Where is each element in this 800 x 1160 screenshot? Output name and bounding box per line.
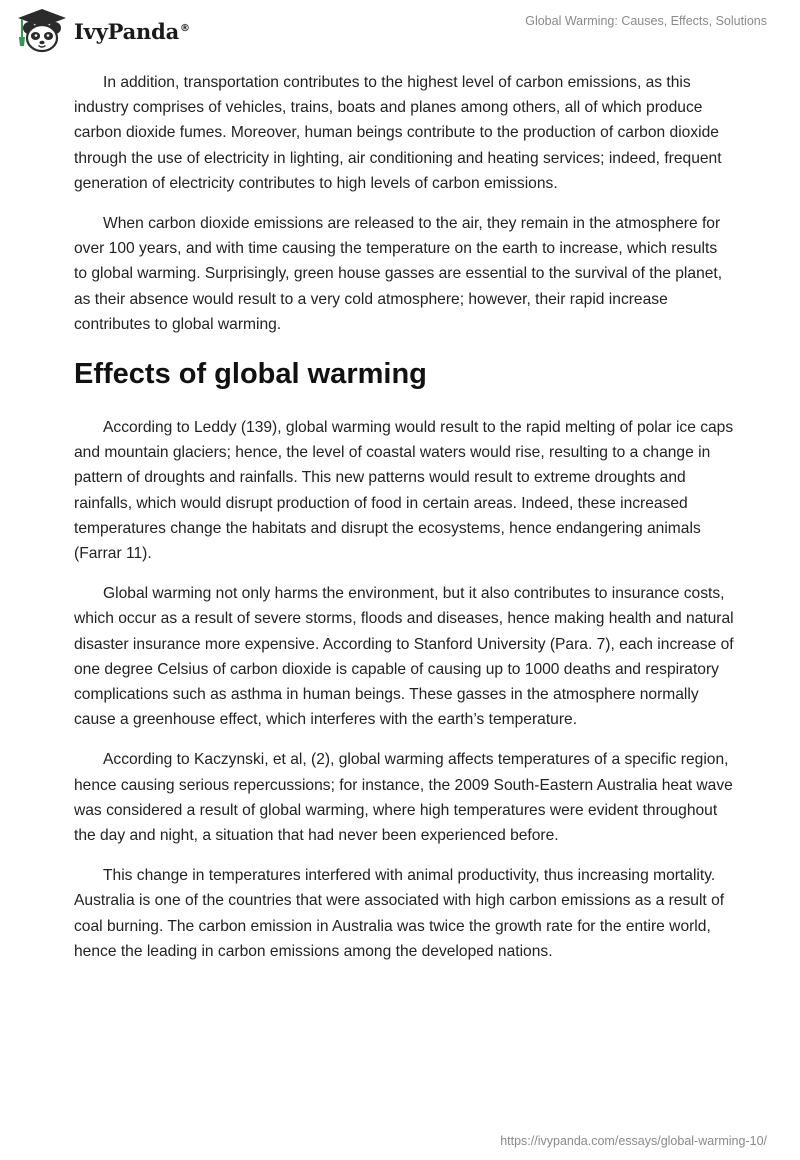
brand-name-text: IvyPanda xyxy=(74,18,180,44)
paragraph: According to Leddy (139), global warming would result to the rapid melting of polar ice caps and mountain glaciers; hence, the level of coastal waters would rise, resulting to a change in pattern of droughts and rainfalls. This new patterns would result to extreme droughts and rainfalls, which would disrupt production of food in certain areas. Indeed, these increased temperatures change the habitats and disrupt the ecosystems, hence endangering animals (Farrar 11). xyxy=(74,419,734,563)
paragraph: According to Kaczynski, et al, (2), global warming affects temperatures of a specific region, hence causing serious repercussions; for instance, the 2009 South-Eastern Australia heat wave was considered a result of global warming, where high temperatures were evident throughout the day and night, a situation that had never been experienced before. xyxy=(74,751,733,845)
section-heading: Effects of global warming xyxy=(74,358,427,391)
source-url[interactable]: https://ivypanda.com/essays/global-warming-10/ xyxy=(500,1134,767,1148)
registered-mark: ® xyxy=(180,22,190,34)
paragraph: Global warming not only harms the environment, but it also contributes to insurance costs, which occur as a result of severe storms, floods and diseases, hence making health and natural disaster insurance more expensive. According to Stanford University (Para. 7), each increase of one degree Celsius of carbon dioxide is capable of causing up to 1000 deaths and respiratory complications such as asthma in human beings. These gasses in the atmosphere normally cause a greenhouse effect, which interferes with the earth’s temperature. xyxy=(74,585,734,729)
ivypanda-logo[interactable] xyxy=(14,6,190,56)
page-header xyxy=(0,0,800,60)
paragraph: This change in temperatures interfered with animal productivity, thus increasing mortality. Australia is one of the countries that were associated with high carbon emissions as a result of coal burning. The carbon emission in Australia was twice the growth rate for the entire world, hence the leading in carbon emissions among the developed nations. xyxy=(74,867,725,960)
paragraph: In addition, transportation contributes to the highest level of carbon emissions, as this industry comprises of vehicles, trains, boats and planes among others, all of which produce carbon dioxide fumes. Moreover, human beings contribute to the production of carbon dioxide through the use of electricity in lighting, air conditioning and heating services; indeed, frequent generation of electricity contributes to high levels of carbon emissions. xyxy=(74,74,722,192)
brand-name xyxy=(74,19,190,44)
panda-graduation-cap-icon xyxy=(14,6,70,56)
essay-content xyxy=(74,70,734,979)
document-title: Global Warming: Causes, Effects, Solutions xyxy=(525,14,767,28)
paragraph: When carbon dioxide emissions are released to the air, they remain in the atmosphere for over 100 years, and with time causing the temperature on the earth to increase, which results to global warming. Surprisingly, green house gasses are essential to the survival of the planet, as their absence would result to a very cold atmosphere; however, their rapid increase contributes to global warming. xyxy=(74,215,723,333)
